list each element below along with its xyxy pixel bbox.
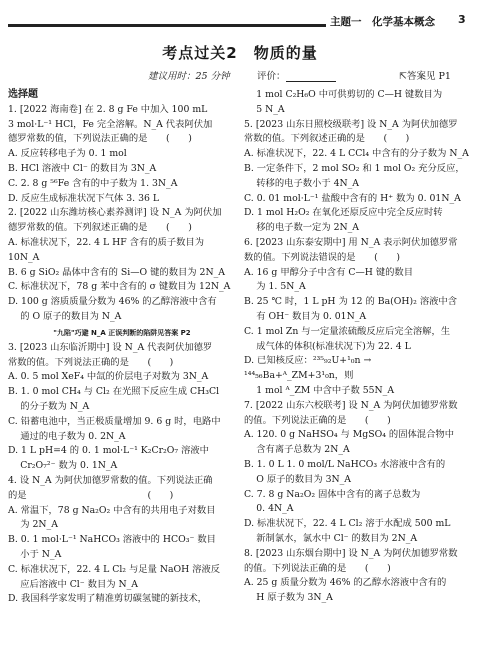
text-line: B. 一定条件下，2 mol SO₂ 和 1 mol O₂ 充分反应，: [244, 162, 465, 174]
page-number: 3: [458, 13, 466, 26]
text-line: 有 OH⁻ 数目为 0. 01N_A: [244, 310, 367, 322]
answer-reference: [399, 68, 451, 82]
tip-banner: "九陷"巧避 N_A 正误判断的陷阱见答案 P2: [53, 328, 191, 337]
text-line: D. 100 g 溶质质量分数为 46% 的乙醇溶液中含有: [8, 296, 217, 308]
text-line: 应后溶液中 Cl⁻ 数目为 N_A: [8, 578, 138, 590]
answer-reference-text: 答案见 P1: [406, 71, 451, 82]
text-line: B. 1. 0 mol CH₄ 与 Cl₂ 在光照下反应生成 CH₃Cl: [8, 386, 220, 398]
text-line: C. 1 mol Zn 与一定量浓硫酸反应后完全溶解，生: [244, 325, 451, 337]
page-title: 考点过关2 物质的量: [162, 44, 318, 62]
text-line: 新制氯水，氯水中 Cl⁻ 的数目为 2N_A: [244, 532, 418, 544]
text-line: D. 标准状况下，22. 4 L Cl₂ 溶于水配成 500 mL: [244, 518, 451, 530]
arrow-icon: ⇱: [399, 71, 407, 82]
text-line: 德罗常数的值。下列叙述正确的是 ( ): [8, 222, 192, 234]
text-line: 德罗常数的值，下列说法正确的是 ( ): [8, 133, 192, 145]
text-line: 5. [2023 山东日照校级联考] 设 N_A 为阿伏加德罗: [244, 118, 458, 130]
text-line: 转移的电子数小于 4N_A: [244, 177, 359, 189]
text-line: B. 6 g SiO₂ 晶体中含有的 Si—O 键的数目为 2N_A: [8, 266, 225, 278]
text-line: H 原子数为 3N_A: [244, 592, 333, 604]
text-line: 的是 ( ): [8, 489, 174, 501]
text-line: Cr₂O₇²⁻ 数为 0. 1N_A: [8, 460, 118, 472]
text-line: C. 2. 8 g ⁵⁶Fe 含有的中子数为 1. 3N_A: [8, 177, 178, 189]
text-line: 5 N_A: [244, 103, 285, 115]
text-line: A. 16 g 甲醇分子中含有 C—H 键的数目: [244, 266, 414, 278]
text-line: A. 标准状况下，22. 4 L HF 含有的质子数目为 10N_A: [8, 236, 205, 263]
text-line: C. 7. 8 g Na₂O₂ 固体中含有的离子总数为: [244, 488, 421, 500]
text-line: D. 我国科学家发明了精准剪切碳氢键的新技术，: [8, 593, 207, 605]
text-line: 1 mol ᴬ_ZM 中含中子数 55N_A: [244, 384, 395, 396]
text-line: 含有离子总数为 2N_A: [244, 444, 350, 456]
text-line: A. 常温下，78 g Na₂O₂ 中含有的共用电子对数目: [8, 504, 216, 516]
text-line: A. 0. 5 mol XeF₄ 中氙的价层电子对数为 3N_A: [8, 371, 209, 383]
text-line: 3. [2023 山东临沂期中] 设 N_A 代表阿伏加德罗: [8, 341, 213, 353]
text-line: A. 120. 0 g NaHSO₄ 与 MgSO₄ 的固体混合物中: [244, 429, 454, 441]
text-line: 通过的电子数为 0. 2N_A: [8, 430, 126, 442]
text-line: O 原子的数目为 3N_A: [244, 473, 351, 485]
text-line: 7. [2022 山东六校联考] 设 N_A 为阿伏加德罗常数: [244, 399, 458, 411]
text-line: 1 mol C₂H₆O 中可供剪切的 C—H 键数目为: [244, 89, 443, 100]
text-line: 为 1. 5N_A: [244, 281, 306, 293]
text-line: 的值。下列说法正确的是 ( ): [244, 562, 391, 574]
text-line: A. 反应转移电子为 0. 1 mol: [8, 148, 127, 160]
text-line: 常数的值。下列说法正确的是 ( ): [8, 356, 174, 368]
text-line: 移的电子数一定为 2N_A: [244, 222, 359, 234]
text-line: C. 标准状况下，78 g 苯中含有的 σ 键数目为 12N_A: [8, 281, 231, 293]
text-line: B. 1. 0 L 1. 0 mol/L NaHCO₃ 水溶液中含有的: [244, 458, 446, 470]
text-line: C. 铅蓄电池中，当正极质量增加 9. 6 g 时，电路中: [8, 415, 221, 427]
left-column: [8, 88, 236, 607]
evaluation-blank: [286, 71, 336, 82]
text-line: B. 0. 1 mol·L⁻¹ NaHCO₃ 溶液中的 HCO₃⁻ 数目: [8, 534, 216, 546]
text-line: D. 1 L pH=4 的 0. 1 mol·L⁻¹ K₂Cr₂O₇ 溶液中: [8, 445, 209, 457]
text-line: 的分子数为 N_A: [8, 400, 90, 412]
text-line: B. HCl 溶液中 Cl⁻ 的数目为 3N_A: [8, 162, 157, 174]
text-line: D. 已知核反应：²³⁵₉₂U+¹₀n → ¹⁴⁴₅₆Ba+ᴬ_ZM+3¹₀n，则: [244, 355, 372, 382]
text-line: 成气体的体积(标准状况下)为 22. 4 L: [244, 340, 411, 352]
text-line: 6. [2023 山东泰安期中] 用 N_A 表示阿伏加德罗常: [244, 236, 458, 248]
text-line: 常数的值。下列叙述正确的是 ( ): [244, 133, 410, 145]
text-line: 8. [2023 山东烟台期中] 设 N_A 为阿伏加德罗常数: [244, 547, 458, 559]
suggested-time: 建议用时：25 分钟: [148, 71, 230, 82]
meta-row: [0, 68, 480, 82]
text-line: D. 反应生成标准状况下气体 3. 36 L: [8, 192, 160, 204]
section-heading: 选择题: [8, 89, 38, 100]
text-line: 的值。下列说法正确的是 ( ): [244, 414, 391, 426]
text-line: 3 mol·L⁻¹ HCl，Fe 完全溶解。N_A 代表阿伏加: [8, 118, 213, 130]
text-line: A. 标准状况下，22. 4 L CCl₄ 中含有的分子数为 N_A: [244, 148, 469, 160]
text-line: 数的值。下列说法错误的是 ( ): [244, 251, 401, 263]
text-line: C. 标准状况下，22. 4 L Cl₂ 与足量 NaOH 溶液反: [8, 563, 221, 575]
evaluation-label: 评价：: [257, 71, 286, 82]
text-line: 的 O 原子的数目为 N_A: [8, 310, 122, 322]
text-line: 4. 设 N_A 为阿伏加德罗常数的值。下列说法正确: [8, 474, 213, 486]
text-line: C. 0. 01 mol·L⁻¹ 盐酸中含有的 H⁺ 数为 0. 01N_A: [244, 192, 461, 204]
right-column: [244, 88, 472, 606]
text-line: 2. [2022 山东潍坊核心素养测评] 设 N_A 为阿伏加: [8, 207, 222, 219]
text-line: 小于 N_A: [8, 548, 62, 560]
text-line: A. 25 g 质量分数为 46% 的乙醇水溶液中含有的: [244, 577, 447, 589]
text-line: D. 1 mol H₂O₂ 在氧化还原反应中完全反应时转: [244, 207, 443, 219]
text-line: B. 25 ℃ 时，1 L pH 为 12 的 Ba(OH)₂ 溶液中含: [244, 296, 458, 308]
page-header: [0, 10, 480, 32]
text-line: 为 2N_A: [8, 519, 58, 531]
chapter-label: 主题一 化学基本概念: [330, 16, 435, 28]
text-line: 0. 4N_A: [244, 503, 294, 515]
header-rule: [8, 24, 326, 27]
text-line: 1. [2022 海南卷] 在 2. 8 g Fe 中加入 100 mL: [8, 103, 208, 115]
evaluation-field: [257, 68, 336, 82]
